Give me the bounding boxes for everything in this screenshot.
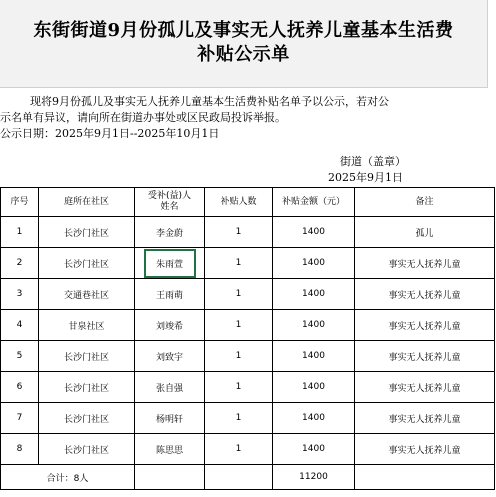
cell-note[interactable]: 事实无人抚养儿童 [355,279,495,310]
cell-name-selected[interactable] [135,248,205,279]
table-row [1,341,495,372]
header-recipient[interactable] [135,188,205,217]
cell-name[interactable]: 杨明轩 [135,403,205,434]
cell-amount[interactable]: 1400 [273,434,355,465]
selected-cell-box[interactable]: 朱雨萱 [144,249,196,278]
table-row [1,248,495,279]
table-row [1,372,495,403]
table-row [1,279,495,310]
title-line-1: 东街街道9月份孤儿及事实无人抚养儿童基本生活费 [33,20,454,41]
notice-line-1: 现将9月份孤儿及事实无人抚养儿童基本生活费补贴名单予以公示，若对公 [30,95,389,108]
signature-date: 2025年9月1日 [328,171,403,184]
title-cell[interactable] [0,0,488,88]
cell-name[interactable]: 李金蔚 [135,217,205,248]
cell-note[interactable]: 事实无人抚养儿童 [355,341,495,372]
notice-text [0,94,494,142]
cell-note[interactable]: 事实无人抚养儿童 [355,310,495,341]
notice-line-2: 示名单有异议，请向所在街道办事处或区民政局投诉举报。 [0,111,286,124]
header-amount[interactable]: 补贴金额（元） [273,188,355,217]
total-amount-cell[interactable]: 11200 [273,465,355,490]
header-community[interactable]: 庭所在社区 [39,188,135,217]
subsidy-table [0,187,495,490]
cell-name[interactable]: 刘竣希 [135,310,205,341]
cell-seq[interactable]: 1 [1,217,39,248]
cell-community[interactable]: 长沙门社区 [39,341,135,372]
cell-community[interactable]: 长沙门社区 [39,403,135,434]
table-total-row [1,465,495,490]
cell-amount[interactable]: 1400 [273,310,355,341]
cell-seq[interactable]: 5 [1,341,39,372]
cell-seq[interactable]: 2 [1,248,39,279]
cell-count[interactable]: 1 [205,372,273,403]
cell-count[interactable]: 1 [205,341,273,372]
cell-count[interactable]: 1 [205,217,273,248]
cell-seq[interactable]: 4 [1,310,39,341]
cell-community[interactable]: 长沙门社区 [39,248,135,279]
cell-count[interactable]: 1 [205,310,273,341]
table-row [1,310,495,341]
cell-count[interactable]: 1 [205,248,273,279]
cell-name[interactable]: 王雨萌 [135,279,205,310]
header-seq[interactable]: 序号 [1,188,39,217]
title-line-2: 补贴公示单 [197,44,290,65]
cell-community[interactable]: 甘泉社区 [39,310,135,341]
cell-amount[interactable]: 1400 [273,341,355,372]
header-recipient-line-2: 姓名 [160,202,179,212]
cell-seq[interactable]: 8 [1,434,39,465]
cell-community[interactable]: 交通巷社区 [39,279,135,310]
cell-seq[interactable]: 7 [1,403,39,434]
table-row [1,217,495,248]
cell-name[interactable]: 张自强 [135,372,205,403]
cell-name[interactable]: 陈思思 [135,434,205,465]
cell-note[interactable]: 事实无人抚养儿童 [355,248,495,279]
cell-note[interactable]: 事实无人抚养儿童 [355,403,495,434]
cell-amount[interactable]: 1400 [273,372,355,403]
cell-community[interactable]: 长沙门社区 [39,434,135,465]
total-label-cell[interactable]: 合计：8人 [1,465,135,490]
cell-note[interactable]: 事实无人抚养儿童 [355,372,495,403]
cell-count[interactable]: 1 [205,403,273,434]
cell-note[interactable]: 事实无人抚养儿童 [355,434,495,465]
table-header-row [1,188,495,217]
header-count[interactable]: 补贴人数 [205,188,273,217]
cell-seq[interactable]: 3 [1,279,39,310]
cell-note[interactable]: 孤儿 [355,217,495,248]
signature-org: 街道（盖章） [340,155,406,168]
cell-seq[interactable]: 6 [1,372,39,403]
cell-amount[interactable]: 1400 [273,403,355,434]
table-row [1,403,495,434]
total-empty-name[interactable] [135,465,205,490]
header-recipient-line-1: 受补(益)人 [147,191,192,201]
cell-name[interactable]: 刘致宇 [135,341,205,372]
cell-amount[interactable]: 1400 [273,248,355,279]
total-empty-note[interactable] [355,465,495,490]
table-row [1,434,495,465]
total-empty-count[interactable] [205,465,273,490]
cell-count[interactable]: 1 [205,279,273,310]
cell-community[interactable]: 长沙门社区 [39,217,135,248]
cell-amount[interactable]: 1400 [273,217,355,248]
header-note[interactable]: 备注 [355,188,495,217]
cell-count[interactable]: 1 [205,434,273,465]
cell-amount[interactable]: 1400 [273,279,355,310]
notice-date-line: 公示日期：2025年9月1日--2025年10月1日 [0,127,220,140]
cell-community[interactable]: 长沙门社区 [39,372,135,403]
